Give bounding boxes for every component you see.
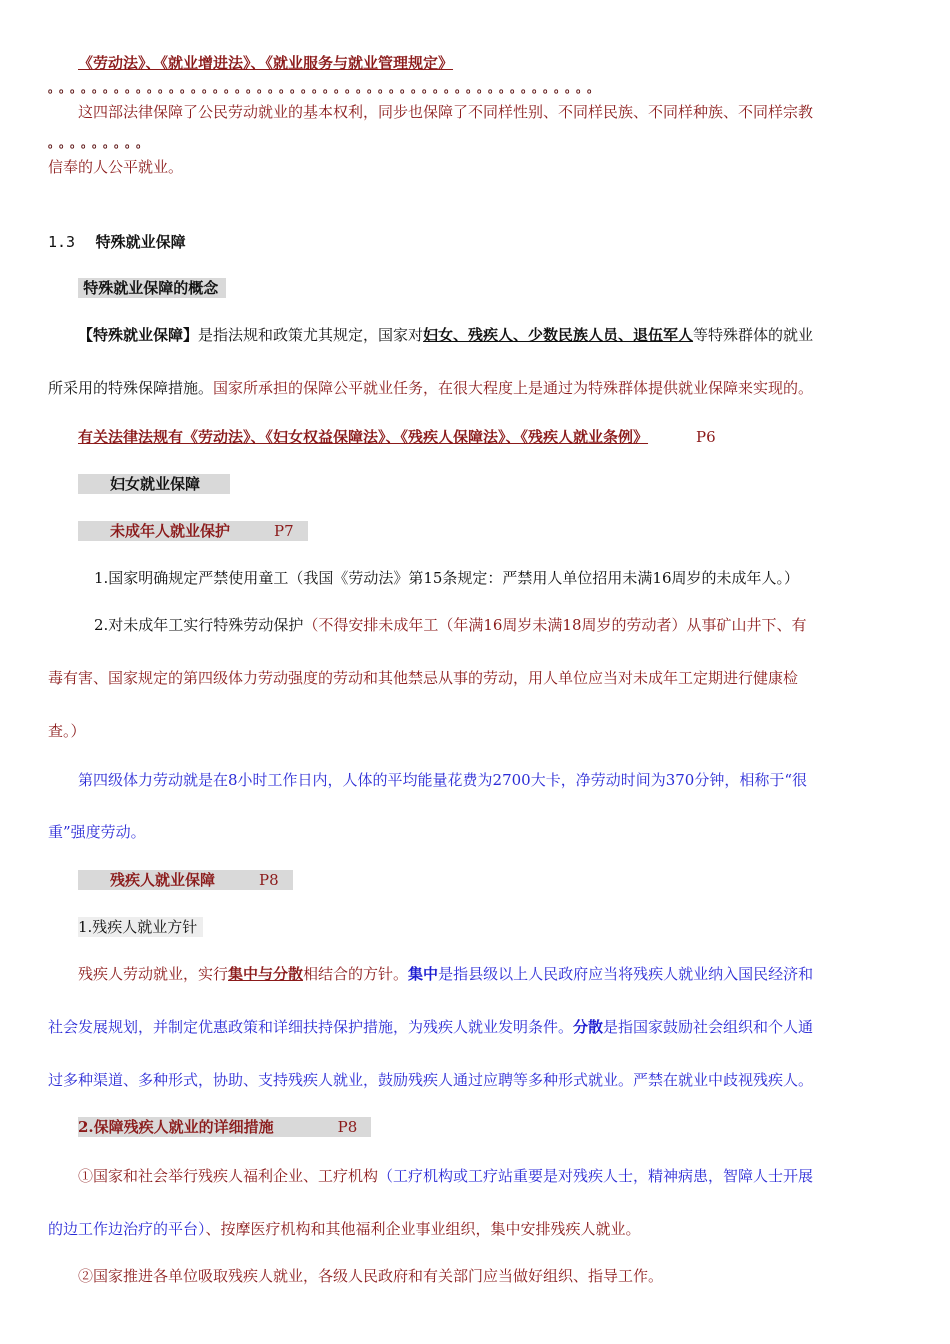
concept-line-1 [78, 325, 813, 345]
section-heading [48, 232, 186, 252]
concept-heading [78, 278, 226, 298]
minors-heading-text: 未成年人就业保护 [110, 522, 231, 540]
minors-item-2-line-2: 毒有害、国家规定的第四级体力劳动强度的劳动和其他禁忌从事的劳动，用人单位应当对未成年工定期进行健康检 [48, 669, 799, 687]
concept-text-1: 是指法规和政策尤其规定，国家对 [198, 326, 424, 344]
minors-item-2-line-3: 查。） [48, 722, 86, 740]
disabled-p2-b: 是指国家鼓励社会组织和个人通 [603, 1018, 814, 1036]
related-laws [78, 427, 716, 447]
disabled-p2-a: 社会发展规划，并制定优惠政策和详细扶持保护措施，为残疾人就业发明条件。 [48, 1018, 574, 1036]
note-line-2: 重”强度劳动。 [48, 823, 146, 841]
page-ref: P6 [696, 428, 716, 446]
section-number: 1.3 [48, 233, 76, 251]
concept-heading-text: 特殊就业保障的概念 [83, 279, 219, 297]
concept-text-2: 等特殊群体的就业 [693, 326, 814, 344]
page-ref: P7 [274, 522, 294, 540]
minors-heading [78, 521, 308, 541]
term-concentrated: 集中 [408, 965, 439, 983]
rights-line-1: 这四部法律保障了公民劳动就业的基本权利，同步也保障了不同样性别、不同样民族、不同样种族、不同样宗教 [78, 103, 814, 121]
emphasis-dots: 。。。。。。。。。 [48, 136, 154, 150]
minors-item-1: 1.国家明确规定严禁使用童工（我国《劳动法》第15条规定：严禁用人单位招用未满16周岁的未成年人。） [94, 569, 799, 587]
disabled-para-3: 过多种渠道、多种形式，协助、支持残疾人就业，鼓励残疾人通过应聘等多种形式就业。严禁在就业中歧视残疾人。 [48, 1071, 814, 1089]
minors-item-2-rest: （不得安排未成年工（年满16周岁未满18周岁的劳动者）从事矿山井下、有 [303, 616, 807, 634]
rights-line-2: 信奉的人公平就业。 [48, 158, 184, 176]
page-ref: P8 [259, 871, 279, 889]
disabled-sub-2 [78, 1117, 371, 1137]
disabled-sub-2-text: 2.保障残疾人就业的详细措施 [78, 1118, 274, 1136]
disabled-para-1 [78, 964, 813, 984]
laws-title: 《劳动法》、《就业增进法》、《就业服务与就业管理规定》 [78, 54, 454, 72]
emphasis-dots: 。。。。。。。。。。。。。。。。。。。。。。。。。。。。。。。。。。。。。。。。。。。。。。。。。。 [48, 81, 605, 95]
disabled-heading [78, 870, 293, 890]
disabled-p1-b: 相结合的方针。 [303, 965, 409, 983]
special-groups: 妇女、残疾人、少数民族人员、退伍军人 [423, 326, 694, 344]
section-title: 特殊就业保障 [95, 233, 186, 251]
concept-line-2: 所采用的特殊保障措施。国家所承担的保障公平就业任务，在很大程度上是通过为特殊群体提供就业保障来实现的。 [48, 379, 814, 397]
note-line-1: 第四级体力劳动就是在8小时工作日内，人体的平均能量花费为2700大卡，净劳动时间为370分钟，相称于“很 [78, 771, 808, 789]
concept-term: 【特殊就业保障】 [78, 326, 199, 344]
page-ref: P8 [337, 1118, 358, 1136]
disabled-heading-text: 残疾人就业保障 [110, 871, 216, 889]
measure-2: ②国家推进各单位吸取残疾人就业，各级人民政府和有关部门应当做好组织、指导工作。 [78, 1267, 664, 1285]
concept-line-2-text: 国家所承担的保障公平就业任务，在很大程度上是通过为特殊群体提供就业保障来实现的。 [213, 379, 814, 397]
women-heading: 妇女就业保障 [78, 474, 230, 494]
disabled-p1-a: 残疾人劳动就业，实行 [78, 965, 229, 983]
term-dispersed: 分散 [573, 1018, 604, 1036]
measure-1-line-2: 的边工作边治疗的平台）、按摩医疗机构和其他福利企业事业组织，集中安排残疾人就业。 [48, 1220, 641, 1238]
measure-1-line-1: ①国家和社会举行残疾人福利企业、工疗机构（工疗机构或工疗站重要是对残疾人士，精神病患，智障人士开展 [78, 1167, 814, 1185]
policy-key: 集中与分散 [228, 965, 304, 983]
related-laws-text: 有关法律法规有《劳动法》、《妇女权益保障法》、《残疾人保障法》、《残疾人就业条例》 [78, 428, 649, 446]
measure-1-note: （工疗机构或工疗站重要是对残疾人士，精神病患，智障人士开展 [378, 1167, 814, 1185]
disabled-sub-1: 1.残疾人就业方针 [78, 917, 203, 937]
disabled-p1-c: 是指县级以上人民政府应当将残疾人就业纳入国民经济和 [438, 965, 814, 983]
disabled-para-2 [48, 1017, 813, 1037]
minors-item-2-line-1: 2.对未成年工实行特殊劳动保护（不得安排未成年工（年满16周岁未满18周岁的劳动者）从事矿山井下、有 [94, 616, 807, 634]
